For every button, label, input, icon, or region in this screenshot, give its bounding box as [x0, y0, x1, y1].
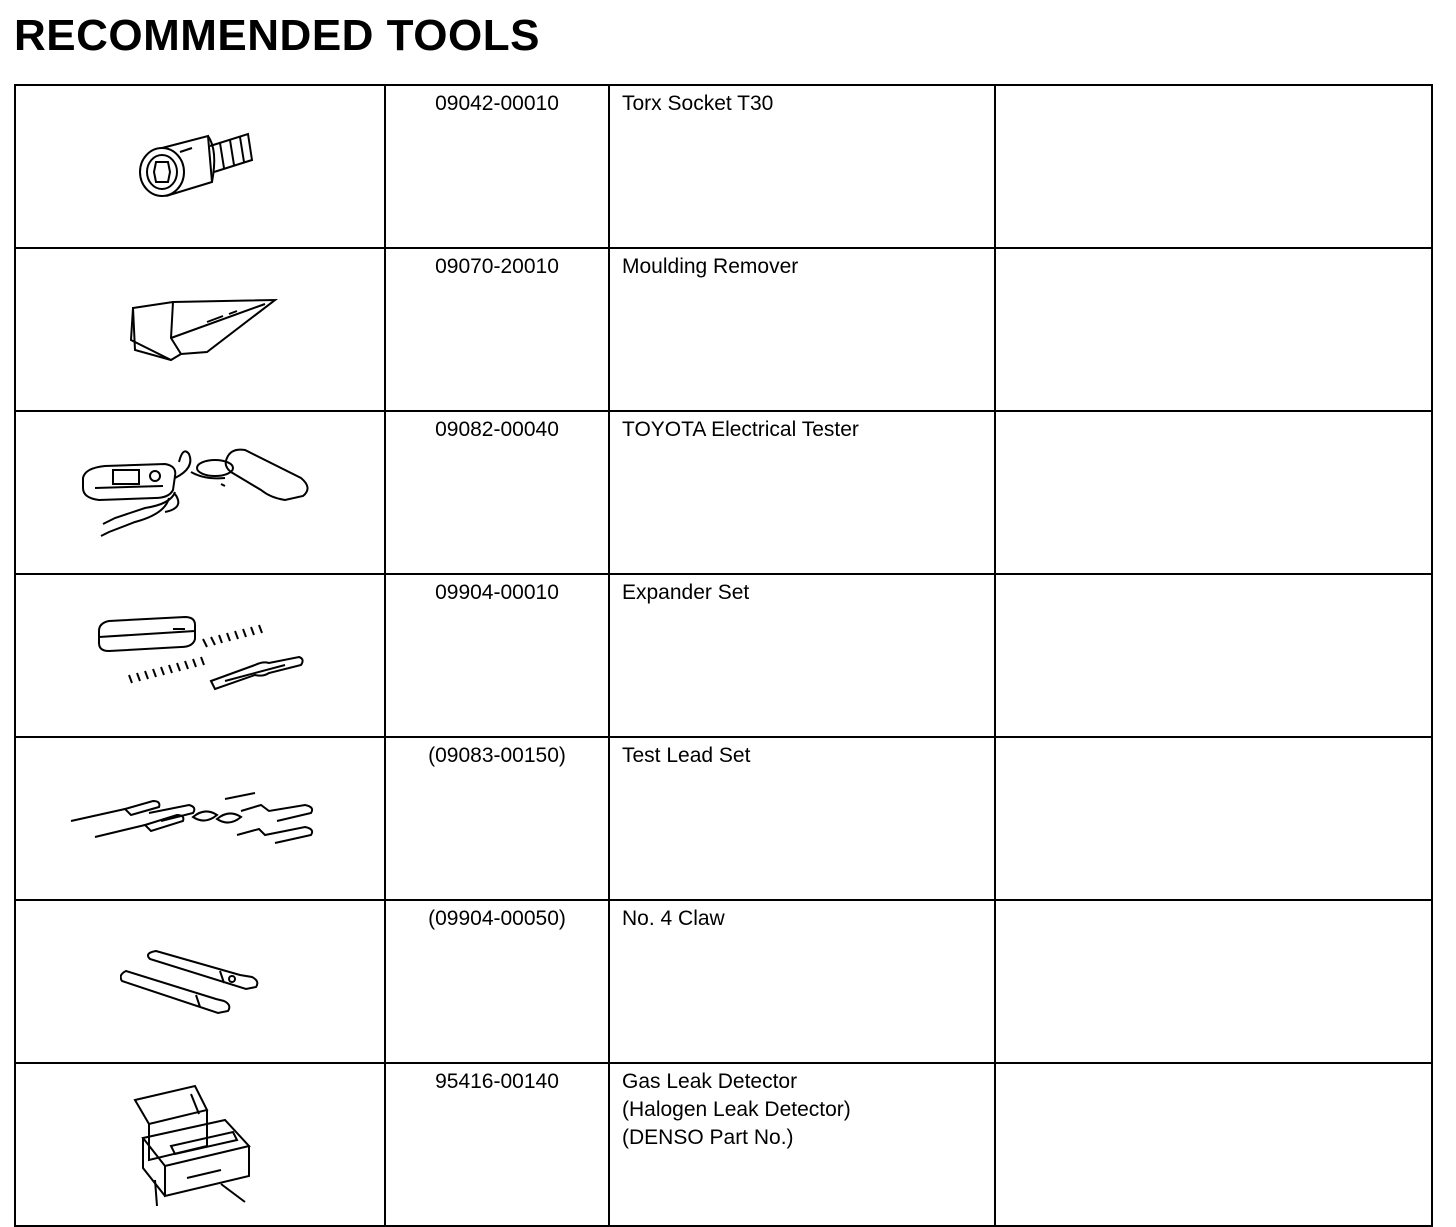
tool-image-cell [15, 900, 385, 1063]
tool-name [609, 411, 995, 574]
tool-image-cell [15, 1063, 385, 1226]
part-number: 09070-20010 [385, 248, 609, 411]
tool-name [609, 574, 995, 737]
electrical-tester-icon [75, 438, 325, 548]
tool-image-cell [15, 411, 385, 574]
note-cell [995, 737, 1432, 900]
table-row [15, 85, 1432, 248]
tool-name [609, 85, 995, 248]
test-lead-set-icon [65, 779, 335, 859]
note-cell [995, 85, 1432, 248]
tool-name [609, 1063, 995, 1226]
tool-name-line: Gas Leak Detector [622, 1070, 798, 1093]
tool-name-line: No. 4 Claw [622, 907, 725, 930]
table-row [15, 411, 1432, 574]
torx-socket-icon [120, 112, 280, 222]
tool-name-line: Expander Set [622, 581, 750, 604]
tool-name [609, 900, 995, 1063]
tool-image-cell [15, 85, 385, 248]
gas-leak-detector-icon [125, 1080, 275, 1210]
note-cell [995, 900, 1432, 1063]
note-cell [995, 1063, 1432, 1226]
part-number: 09904-00010 [385, 574, 609, 737]
tool-name-line: Test Lead Set [622, 744, 751, 767]
moulding-remover-icon [115, 280, 285, 380]
note-cell [995, 574, 1432, 737]
tool-name [609, 248, 995, 411]
note-cell [995, 248, 1432, 411]
table-row [15, 1063, 1432, 1226]
tool-image-cell [15, 737, 385, 900]
tool-name-line: Moulding Remover [622, 255, 799, 278]
table-row [15, 574, 1432, 737]
expander-set-icon [85, 601, 315, 711]
tool-name-line: Torx Socket T30 [622, 92, 774, 115]
tool-name-line: (Halogen Leak Detector) [622, 1098, 851, 1121]
tool-name [609, 737, 995, 900]
tools-table [14, 84, 1433, 1227]
table-row [15, 900, 1432, 1063]
table-row [15, 248, 1432, 411]
tool-name-line: (DENSO Part No.) [622, 1126, 794, 1149]
part-number: 95416-00140 [385, 1063, 609, 1226]
part-number: 09082-00040 [385, 411, 609, 574]
tool-image-cell [15, 248, 385, 411]
part-number: (09904-00050) [385, 900, 609, 1063]
table-row [15, 737, 1432, 900]
tool-name-line: TOYOTA Electrical Tester [622, 418, 859, 441]
page-title: RECOMMENDED TOOLS [14, 11, 540, 60]
note-cell [995, 411, 1432, 574]
part-number: 09042-00010 [385, 85, 609, 248]
part-number: (09083-00150) [385, 737, 609, 900]
claw-icon [120, 937, 280, 1027]
tool-image-cell [15, 574, 385, 737]
